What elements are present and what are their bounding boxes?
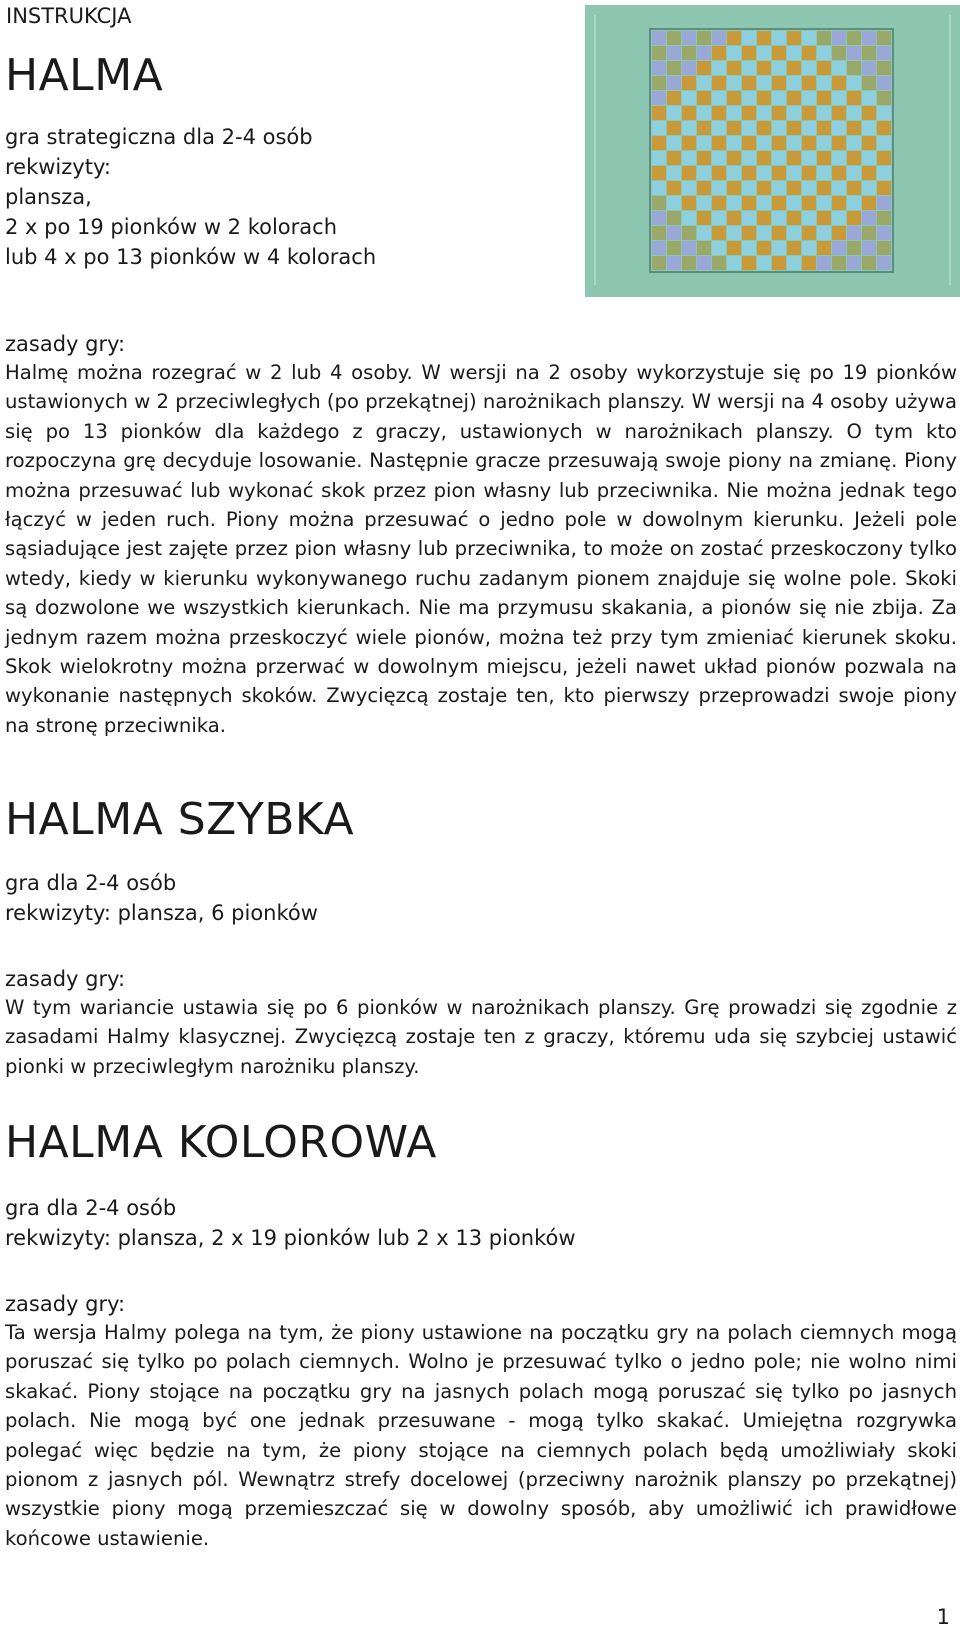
board-square: [847, 226, 861, 240]
board-square: [697, 136, 711, 150]
section-title-halma-szybka: HALMA SZYBKA: [5, 794, 355, 845]
board-square: [772, 211, 786, 225]
board-square: [757, 121, 771, 135]
board-square: [847, 121, 861, 135]
board-square: [817, 31, 831, 45]
board-square: [697, 76, 711, 90]
board-square: [727, 196, 741, 210]
board-square: [727, 136, 741, 150]
halma-kolorowa-meta-line: gra dla 2-4 osób: [5, 1196, 177, 1220]
board-square: [712, 256, 726, 270]
board-square: [727, 31, 741, 45]
board-square: [667, 196, 681, 210]
board-square: [712, 211, 726, 225]
board-square: [862, 166, 876, 180]
board-square: [787, 181, 801, 195]
board-square: [772, 136, 786, 150]
board-square: [832, 226, 846, 240]
board-square: [817, 241, 831, 255]
halma-kolorowa-rules-text: Ta wersja Halmy polega na tym, że piony ustawione na początku gry na polach ciemnych mogą poruszać się tylko po polach ciemnych. Wolno je przesuwać tylko o jedno pole; nie wolno nimi skakać. Piony stojące na początku gry na jasnych polach mogą poruszać się tylko po jasnych polach. Nie mogą być one jednak przesuwane - mogą tylko skakać. Umiejętna rozgrywka polegać więc będzie na tym, że piony stojące na ciemnych polach będą umożliwiały skoki pionom z jasnych pól. Wewnątrz strefy docelowej (przeciwny narożnik planszy po przekątnej) wszystkie piony mogą przemieszczać się w dowolny sposób, aby umożliwić ich prawidłowe końcowe ustawienie.: [5, 1321, 957, 1550]
board-square: [832, 211, 846, 225]
board-square: [682, 91, 696, 105]
board-square: [712, 196, 726, 210]
board-square: [757, 241, 771, 255]
board-square: [772, 256, 786, 270]
board-square: [847, 61, 861, 75]
board-square: [832, 256, 846, 270]
board-square: [832, 196, 846, 210]
board-square: [712, 76, 726, 90]
board-square: [817, 91, 831, 105]
board-square: [802, 241, 816, 255]
halma-kolorowa-meta-line: rekwizyty: plansza, 2 x 19 pionków lub 2 x 13 pionków: [5, 1226, 576, 1250]
board-square: [697, 121, 711, 135]
board-square: [742, 256, 756, 270]
board-square: [757, 106, 771, 120]
board-square: [802, 91, 816, 105]
board-square: [862, 226, 876, 240]
halma-rules-text: Halmę można rozegrać w 2 lub 4 osoby. W wersji na 2 osoby wykorzystuje się po 19 pionków ustawionych w 2 przeciwległych (po przekątnej) narożnikach planszy. W wersji na 4 osoby używa się po 13 pionków dla każdego z graczy, ustawionych w narożnikach planszy. O tym kto rozpoczyna grę decyduje losowanie. Następnie gracze przesuwają swoje piony na zmianę. Piony można przesuwać lub wykonać skok przez pion własny lub przeciwnika. Nie można jednak tego łączyć w jeden ruch. Piony można przesuwać o jedno pole w dowolnym kierunku. Jeżeli pole sąsiadujące jest zajęte przez pion własny lub przeciwnika, to może on zostać przeskoczony tylko wtedy, kiedy w kierunku wykonywanego ruchu zadanym pionem znajduje się wolne pole. Skoki są dozwolone we wszystkich kierunkach. Nie ma przymusu skakania, a pionów się nie zbija. Za jednym razem można przeskoczyć wiele pionów, można też przy tym zmieniać kierunek skoku. Skok wielokrotny można przerwać w dowolnym miejscu, jeżeli nawet układ pionów pozwala na wykonanie następnych skoków. Zwycięzcą zostaje ten, kto pierwszy przeprowadzi swoje piony na stronę przeciwnika.: [5, 361, 957, 737]
board-square: [757, 196, 771, 210]
board-square: [712, 241, 726, 255]
board-square: [742, 196, 756, 210]
page-number: 1: [936, 1605, 950, 1629]
board-square: [802, 226, 816, 240]
board-square: [847, 136, 861, 150]
board-square: [757, 91, 771, 105]
board-square: [877, 121, 891, 135]
board-square: [877, 46, 891, 60]
board-square: [727, 46, 741, 60]
board-square: [862, 76, 876, 90]
board-square: [817, 76, 831, 90]
board-square: [817, 226, 831, 240]
board-square: [772, 106, 786, 120]
board-square: [832, 121, 846, 135]
header-label: INSTRUKCJA: [6, 4, 132, 28]
halma-szybka-rules-text: W tym wariancie ustawia się po 6 pionków w narożnikach planszy. Grę prowadzi się zgodnie z zasadami Halmy klasycznej. Zwycięzcą zostaje ten z graczy, któremu uda się szybciej ustawić pionki w przeciwległym narożniku planszy.: [5, 996, 957, 1078]
board-square: [802, 121, 816, 135]
board-square: [832, 136, 846, 150]
board-square: [847, 76, 861, 90]
board-square: [727, 166, 741, 180]
board-square: [712, 181, 726, 195]
board-square: [802, 151, 816, 165]
board-square: [697, 106, 711, 120]
board-square: [877, 166, 891, 180]
board-square: [877, 31, 891, 45]
board-square: [652, 241, 666, 255]
board-square: [667, 136, 681, 150]
halma-meta-line: plansza,: [5, 185, 92, 209]
board-square: [682, 151, 696, 165]
board-square: [652, 211, 666, 225]
halma-board-image: [585, 5, 960, 297]
board-square: [742, 151, 756, 165]
board-square: [667, 256, 681, 270]
board-square: [742, 241, 756, 255]
board-square: [877, 76, 891, 90]
board-square: [697, 61, 711, 75]
board-square: [862, 241, 876, 255]
board-square: [832, 151, 846, 165]
board-square: [682, 76, 696, 90]
halma-szybka-rules-label: zasady gry:: [5, 967, 126, 991]
board-square: [862, 196, 876, 210]
board-square: [667, 46, 681, 60]
board-square: [652, 196, 666, 210]
board-square: [772, 196, 786, 210]
board-square: [652, 226, 666, 240]
board-square: [817, 151, 831, 165]
board-square: [787, 196, 801, 210]
board-square: [757, 151, 771, 165]
board-square: [877, 61, 891, 75]
board-square: [652, 256, 666, 270]
board-square: [817, 106, 831, 120]
board-square: [652, 61, 666, 75]
board-square: [772, 151, 786, 165]
board-square: [682, 46, 696, 60]
board-square: [847, 196, 861, 210]
board-square: [802, 181, 816, 195]
board-square: [847, 241, 861, 255]
board-square: [862, 136, 876, 150]
board-square: [757, 46, 771, 60]
board-square: [757, 166, 771, 180]
board-square: [817, 46, 831, 60]
board-square: [712, 136, 726, 150]
board-square: [817, 61, 831, 75]
board-square: [787, 151, 801, 165]
halma-meta: [5, 122, 376, 272]
board-square: [772, 91, 786, 105]
board-square: [667, 181, 681, 195]
board-square: [877, 196, 891, 210]
board-square: [727, 61, 741, 75]
board-square: [772, 181, 786, 195]
board-square: [772, 31, 786, 45]
board-square: [742, 211, 756, 225]
board-square: [712, 46, 726, 60]
board-square: [817, 166, 831, 180]
board-square: [652, 106, 666, 120]
board-square: [742, 76, 756, 90]
board-square: [817, 196, 831, 210]
board-square: [832, 181, 846, 195]
board-square: [862, 181, 876, 195]
board-square: [682, 106, 696, 120]
board-square: [727, 211, 741, 225]
board-square: [802, 196, 816, 210]
board-square: [652, 136, 666, 150]
halma-meta-line: rekwizyty:: [5, 155, 111, 179]
board-square: [697, 241, 711, 255]
board-square: [742, 61, 756, 75]
board-square: [727, 91, 741, 105]
board-square: [652, 31, 666, 45]
board-square: [727, 76, 741, 90]
board-square: [682, 31, 696, 45]
board-square: [742, 166, 756, 180]
board-square: [847, 31, 861, 45]
board-square: [727, 106, 741, 120]
board-square: [712, 166, 726, 180]
board-square: [802, 136, 816, 150]
board-square: [877, 226, 891, 240]
board-square: [787, 211, 801, 225]
board-square: [652, 166, 666, 180]
board-square: [697, 226, 711, 240]
board-square: [802, 106, 816, 120]
board-square: [787, 226, 801, 240]
section-title-halma: HALMA: [5, 50, 164, 101]
board-square: [727, 226, 741, 240]
board-square: [697, 211, 711, 225]
board-square: [802, 61, 816, 75]
halma-szybka-meta-line: gra dla 2-4 osób: [5, 871, 177, 895]
board-square: [802, 211, 816, 225]
board-square: [742, 136, 756, 150]
board-square: [772, 76, 786, 90]
board-square: [802, 256, 816, 270]
board-square: [667, 61, 681, 75]
board-square: [847, 181, 861, 195]
board-square: [682, 61, 696, 75]
board-square: [877, 106, 891, 120]
board-square: [712, 61, 726, 75]
board-square: [727, 121, 741, 135]
board-square: [817, 211, 831, 225]
board-square: [847, 151, 861, 165]
board-square: [742, 31, 756, 45]
board-square: [697, 31, 711, 45]
board-square: [712, 151, 726, 165]
board-square: [802, 166, 816, 180]
board-square: [652, 46, 666, 60]
board-square: [817, 256, 831, 270]
board-square: [802, 31, 816, 45]
halma-rules-label: zasady gry:: [5, 332, 126, 356]
board-square: [682, 256, 696, 270]
board-square: [877, 151, 891, 165]
board-square: [787, 241, 801, 255]
board-square: [742, 106, 756, 120]
board-square: [727, 151, 741, 165]
board-square: [742, 121, 756, 135]
board-square: [697, 196, 711, 210]
board-square: [757, 76, 771, 90]
board-square: [802, 46, 816, 60]
board-square: [772, 46, 786, 60]
board-square: [667, 106, 681, 120]
board-square: [757, 181, 771, 195]
board-square: [832, 106, 846, 120]
board-square: [682, 226, 696, 240]
board-square: [712, 121, 726, 135]
halma-szybka-meta-line: rekwizyty: plansza, 6 pionków: [5, 901, 318, 925]
board-square: [862, 151, 876, 165]
board-square: [712, 31, 726, 45]
board-square: [742, 91, 756, 105]
board-square: [667, 166, 681, 180]
board-square: [772, 241, 786, 255]
board-square: [847, 106, 861, 120]
board-square: [757, 226, 771, 240]
board-square: [652, 181, 666, 195]
board-square: [652, 76, 666, 90]
board-square: [742, 226, 756, 240]
board-square: [757, 31, 771, 45]
board-square: [757, 256, 771, 270]
board-square: [847, 211, 861, 225]
board-square: [667, 31, 681, 45]
board-square: [832, 31, 846, 45]
board-square: [877, 211, 891, 225]
board-square: [772, 166, 786, 180]
board-square: [817, 136, 831, 150]
board-square: [652, 91, 666, 105]
board-square: [652, 121, 666, 135]
halma-szybka-meta: [5, 868, 318, 928]
board-square: [862, 91, 876, 105]
board-square: [862, 211, 876, 225]
board-square: [862, 46, 876, 60]
board-square: [742, 46, 756, 60]
board-square: [787, 46, 801, 60]
halma-meta-line: gra strategiczna dla 2-4 osób: [5, 125, 313, 149]
board-square: [727, 181, 741, 195]
board-square: [832, 46, 846, 60]
board-square: [787, 121, 801, 135]
board-square: [667, 121, 681, 135]
board-square: [667, 241, 681, 255]
board-square: [787, 31, 801, 45]
board-square: [832, 61, 846, 75]
board-square: [787, 61, 801, 75]
halma-meta-line: lub 4 x po 13 pionków w 4 kolorach: [5, 245, 377, 269]
board-square: [667, 91, 681, 105]
board-square: [787, 76, 801, 90]
board-square: [832, 76, 846, 90]
board-square: [772, 226, 786, 240]
board-square: [697, 151, 711, 165]
board-square: [772, 61, 786, 75]
board-square: [877, 91, 891, 105]
board-square: [787, 106, 801, 120]
halma-kolorowa-rules-label: zasady gry:: [5, 1292, 126, 1316]
board-square: [682, 166, 696, 180]
board-square: [787, 256, 801, 270]
board-square: [817, 121, 831, 135]
board-square: [847, 46, 861, 60]
board-square: [832, 166, 846, 180]
board-square: [667, 211, 681, 225]
board-square: [682, 211, 696, 225]
board-square: [757, 211, 771, 225]
board-square: [712, 106, 726, 120]
halma-kolorowa-meta: [5, 1193, 576, 1253]
board-square: [652, 151, 666, 165]
board-square: [727, 241, 741, 255]
board-square: [877, 256, 891, 270]
board-square: [712, 226, 726, 240]
board-square: [847, 166, 861, 180]
board-square: [817, 181, 831, 195]
board-square: [787, 136, 801, 150]
board-square: [832, 241, 846, 255]
board-square: [682, 121, 696, 135]
section-title-halma-kolorowa: HALMA KOLOROWA: [5, 1117, 437, 1168]
board-square: [877, 136, 891, 150]
board-square: [667, 226, 681, 240]
board-square: [787, 166, 801, 180]
halma-meta-line: 2 x po 19 pionków w 2 kolorach: [5, 215, 338, 239]
board-square: [847, 91, 861, 105]
board-square: [697, 181, 711, 195]
board-square: [727, 256, 741, 270]
board-square: [847, 256, 861, 270]
board-square: [832, 91, 846, 105]
board-square: [802, 76, 816, 90]
board-square: [877, 181, 891, 195]
halma-board-svg: [585, 5, 960, 297]
board-square: [682, 181, 696, 195]
board-square: [877, 241, 891, 255]
board-square: [757, 136, 771, 150]
board-square: [667, 151, 681, 165]
board-square: [772, 121, 786, 135]
board-square: [862, 121, 876, 135]
board-square: [697, 91, 711, 105]
board-square: [787, 91, 801, 105]
board-square: [697, 166, 711, 180]
board-square: [712, 91, 726, 105]
board-square: [862, 31, 876, 45]
board-square: [682, 136, 696, 150]
board-square: [697, 46, 711, 60]
board-square: [862, 61, 876, 75]
board-square: [757, 61, 771, 75]
board-square: [682, 241, 696, 255]
board-square: [862, 106, 876, 120]
board-square: [742, 181, 756, 195]
board-square: [667, 76, 681, 90]
board-square: [697, 256, 711, 270]
board-square: [682, 196, 696, 210]
board-square: [862, 256, 876, 270]
